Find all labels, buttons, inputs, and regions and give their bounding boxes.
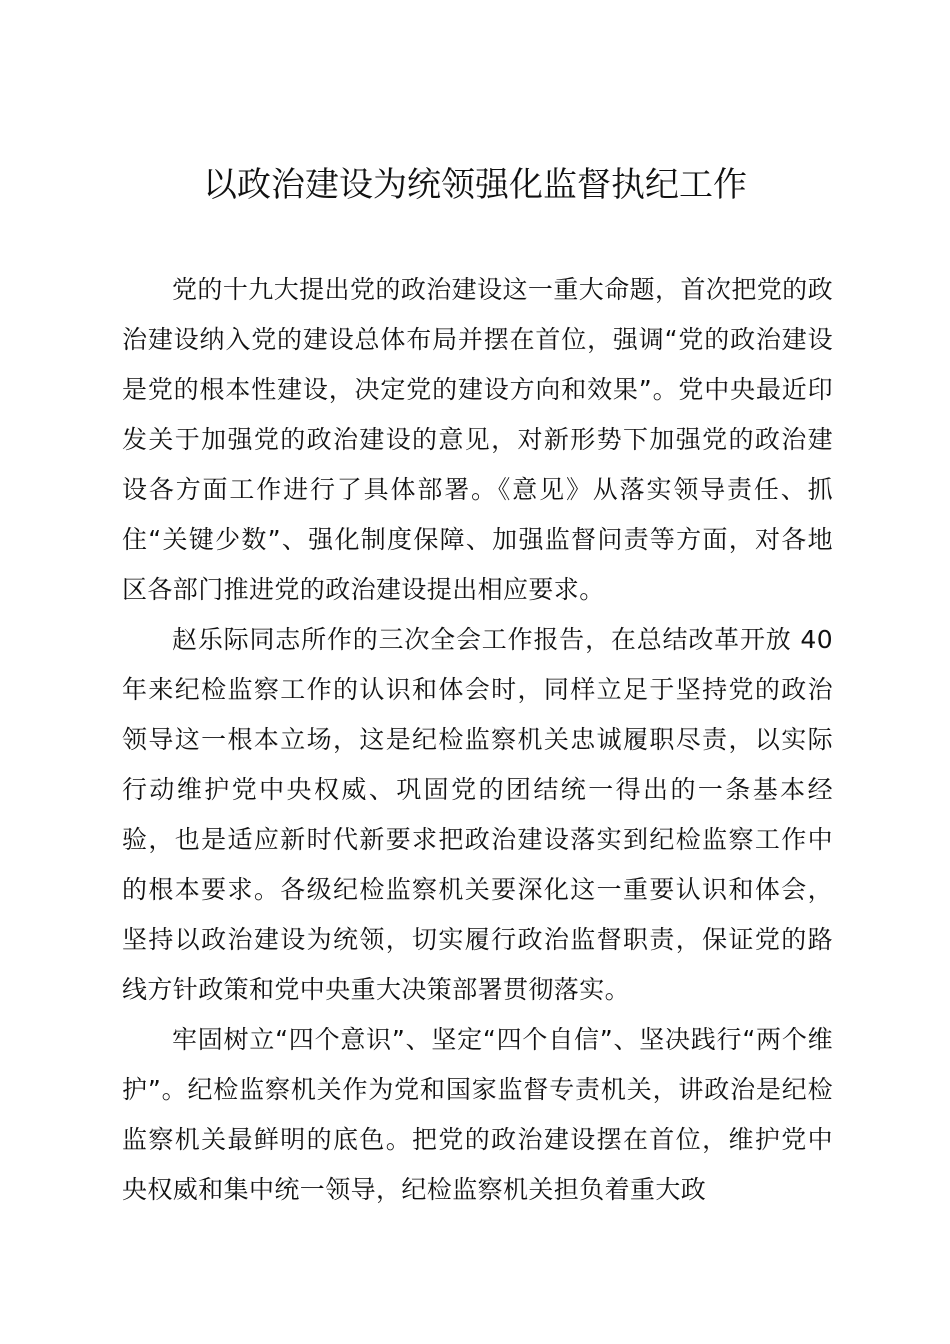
document-title: 以政治建设为统领强化监督执纪工作 bbox=[203, 165, 747, 205]
paragraph-1: 党的十九大提出党的政治建设这一重大命题，首次把党的政治建设纳入党的建设总体布局并摆在首位，强调“党的政治建设是党的根本性建设，决定党的建设方向和效果”。党中央最近印发关于加强党的政治建设的意见，对新形势下加强党的政治建设各方面工作进行了具体部署。《意见》从落实领导责任、抓住“关键少数”、强化制度保障、加强监督问责等方面，对各地区各部门推进党的政治建设提出相应要求。 bbox=[122, 275, 833, 604]
document-body bbox=[122, 265, 833, 1215]
paragraph-3: 牢固树立“四个意识”、坚定“四个自信”、坚决践行“两个维护”。纪检监察机关作为党和国家监督专责机关，讲政治是纪检监察机关最鲜明的底色。把党的政治建设摆在首位，维护党中央权威和集中统一领导，纪检监察机关担负着重大政 bbox=[122, 1025, 833, 1204]
paragraph-2: 赵乐际同志所作的三次全会工作报告，在总结改革开放 40 年来纪检监察工作的认识和体会时，同样立足于坚持党的政治领导这一根本立场，这是纪检监察机关忠诚履职尽责，以实际行动维护党中央权威、巩固党的团结统一得出的一条基本经验，也是适应新时代新要求把政治建设落实到纪检监察工作中的根本要求。各级纪检监察机关要深化这一重要认识和体会，坚持以政治建设为统领，切实履行政治监督职责，保证党的路线方针政策和党中央重大决策部署贯彻落实。 bbox=[122, 625, 833, 1004]
